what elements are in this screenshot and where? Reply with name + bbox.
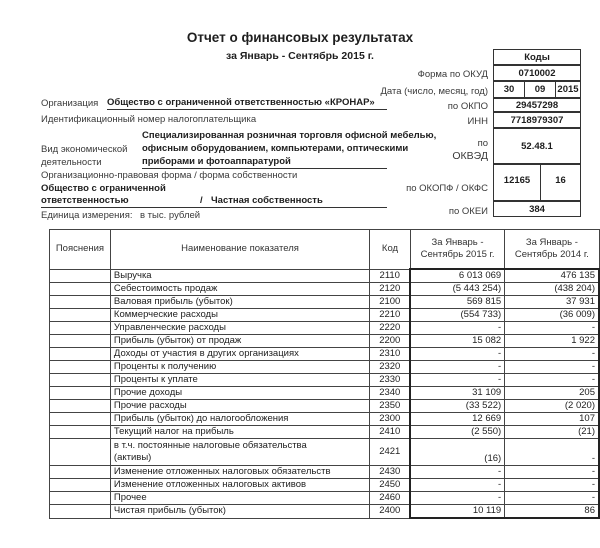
row-value-2015: -	[410, 322, 504, 335]
table-row	[50, 505, 600, 519]
row-indicator-name-line2: (активы)	[113, 452, 152, 463]
activity-line-1: Специализированная розничная торговля офисной мебелью,	[142, 130, 437, 141]
table-row	[50, 309, 600, 322]
table-row	[50, 479, 600, 492]
row-notes	[50, 439, 111, 466]
row-value-2014: 205	[505, 387, 599, 400]
col-header-2015	[410, 230, 504, 270]
inn-code-label: ИНН	[467, 116, 488, 127]
org-name: Общество с ограниченной ответственностью «КРОНАР»	[107, 97, 387, 110]
legal-form-underline	[41, 195, 387, 208]
table-row	[50, 439, 600, 466]
okei-label: по ОКЕИ	[448, 206, 488, 217]
row-indicator-name: Себестоимость продаж	[110, 283, 369, 296]
row-value-2014: -	[505, 348, 599, 361]
activity-label-2: деятельности	[41, 157, 102, 168]
date-label: Дата (число, месяц, год)	[380, 86, 488, 97]
inn-label: Идентификационный номер налогоплательщика	[41, 114, 257, 125]
col-header-2014-line2: Сентябрь 2014 г.	[514, 249, 589, 260]
row-indicator-name: Изменение отложенных налоговых обязательств	[110, 466, 369, 479]
row-indicator-name	[110, 439, 369, 466]
row-indicator-name: Прочие доходы	[110, 387, 369, 400]
row-value-2015: -	[410, 479, 504, 492]
row-value-2015: (554 733)	[410, 309, 504, 322]
row-code: 2200	[370, 335, 411, 348]
row-code: 2400	[370, 505, 411, 519]
row-value-2014: (36 009)	[505, 309, 599, 322]
activity-line-3: приборами и фотоаппаратурой	[142, 156, 387, 169]
row-value-2014: 37 931	[505, 296, 599, 309]
row-code: 2350	[370, 400, 411, 413]
row-indicator-name-line1: в т.ч. постоянные налоговые обязательства	[113, 440, 307, 451]
row-value-2014: -	[505, 374, 599, 387]
okpo-value: 29457298	[493, 98, 581, 112]
row-notes	[50, 479, 111, 492]
row-indicator-name: Валовая прибыль (убыток)	[110, 296, 369, 309]
row-notes	[50, 492, 111, 505]
row-value-2014: 1 922	[505, 335, 599, 348]
financial-results-table	[49, 229, 600, 519]
activity-line-2: офисным оборудованием, компьютерами, оптическими	[142, 143, 409, 154]
row-notes	[50, 309, 111, 322]
row-value-2015: (33 522)	[410, 400, 504, 413]
legal-form-line-1: Общество с ограниченной	[41, 183, 166, 194]
col-header-indicator: Наименование показателя	[110, 230, 369, 270]
row-notes	[50, 505, 111, 519]
date-month: 09	[524, 81, 556, 98]
row-code: 2410	[370, 426, 411, 439]
table-row	[50, 492, 600, 505]
okpo-label: по ОКПО	[447, 101, 488, 112]
table-row	[50, 466, 600, 479]
legal-form-line-2: ответственностью	[41, 195, 129, 206]
okved-value: 52.48.1	[493, 128, 581, 164]
row-indicator-name: Прочее	[110, 492, 369, 505]
row-value-2014: -	[505, 361, 599, 374]
okfs-value: 16	[540, 164, 581, 201]
row-notes	[50, 466, 111, 479]
row-code: 2110	[370, 269, 411, 283]
inn-value: 7718979307	[493, 112, 581, 128]
okved-label-1: по	[477, 138, 488, 149]
row-code: 2421	[370, 439, 411, 466]
row-code: 2460	[370, 492, 411, 505]
col-header-2014-line1: За Январь -	[525, 237, 578, 248]
table-row	[50, 361, 600, 374]
row-notes	[50, 387, 111, 400]
row-value-2014: 107	[505, 413, 599, 426]
table-row	[50, 283, 600, 296]
row-indicator-name: Прибыль (убыток) от продаж	[110, 335, 369, 348]
row-notes	[50, 296, 111, 309]
okud-value: 0710002	[493, 65, 581, 81]
table-row	[50, 400, 600, 413]
row-code: 2300	[370, 413, 411, 426]
row-notes	[50, 348, 111, 361]
row-value-2015: (5 443 254)	[410, 283, 504, 296]
row-value-2015: 12 669	[410, 413, 504, 426]
table-header-row	[50, 230, 600, 270]
col-header-code: Код	[370, 230, 411, 270]
col-header-2014	[505, 230, 599, 270]
table-row	[50, 387, 600, 400]
row-value-2015: (16)	[410, 439, 504, 466]
date-year: 2015	[555, 81, 581, 98]
ownership-form: Частная собственность	[211, 195, 323, 206]
row-indicator-name: Выручка	[110, 269, 369, 283]
row-value-2015: 31 109	[410, 387, 504, 400]
table-row	[50, 426, 600, 439]
row-code: 2120	[370, 283, 411, 296]
row-notes	[50, 413, 111, 426]
row-value-2015: 10 119	[410, 505, 504, 519]
row-value-2014: -	[505, 322, 599, 335]
row-value-2014: -	[505, 492, 599, 505]
activity-label-1: Вид экономической	[41, 144, 128, 155]
row-indicator-name: Чистая прибыль (убыток)	[110, 505, 369, 519]
legal-form-label: Организационно-правовая форма / форма собственности	[41, 170, 298, 181]
row-notes	[50, 400, 111, 413]
row-value-2014: 86	[505, 505, 599, 519]
row-code: 2210	[370, 309, 411, 322]
okopf-label: по ОКОПФ / ОКФС	[406, 183, 488, 194]
col-header-2015-line1: За Январь -	[431, 237, 484, 248]
row-indicator-name: Изменение отложенных налоговых активов	[110, 479, 369, 492]
row-code: 2320	[370, 361, 411, 374]
row-indicator-name: Проценты к получению	[110, 361, 369, 374]
row-indicator-name: Коммерческие расходы	[110, 309, 369, 322]
okved-label-2: ОКВЭД	[452, 150, 488, 162]
row-value-2014: -	[505, 466, 599, 479]
row-notes	[50, 269, 111, 283]
row-value-2015: 6 013 069	[410, 269, 504, 283]
row-value-2014: -	[505, 439, 599, 466]
codes-header: Коды	[493, 49, 581, 65]
table-row	[50, 413, 600, 426]
table-row	[50, 296, 600, 309]
row-notes	[50, 426, 111, 439]
row-value-2015: -	[410, 492, 504, 505]
report-period: за Январь - Сентябрь 2015 г.	[226, 50, 374, 62]
row-value-2014: -	[505, 479, 599, 492]
row-notes	[50, 283, 111, 296]
row-indicator-name: Доходы от участия в других организациях	[110, 348, 369, 361]
okei-value: 384	[493, 201, 581, 217]
row-value-2015: (2 550)	[410, 426, 504, 439]
row-code: 2100	[370, 296, 411, 309]
row-value-2014: (21)	[505, 426, 599, 439]
row-code: 2450	[370, 479, 411, 492]
col-header-notes: Пояснения	[50, 230, 111, 270]
row-code: 2220	[370, 322, 411, 335]
row-notes	[50, 361, 111, 374]
report-title: Отчет о финансовых результатах	[186, 30, 414, 45]
row-indicator-name: Прибыль (убыток) до налогообложения	[110, 413, 369, 426]
org-label: Организация	[41, 98, 99, 109]
table-row	[50, 322, 600, 335]
row-indicator-name: Проценты к уплате	[110, 374, 369, 387]
row-value-2014: 476 135	[505, 269, 599, 283]
row-value-2015: -	[410, 361, 504, 374]
okopf-value: 12165	[493, 164, 541, 201]
row-value-2014: (438 204)	[505, 283, 599, 296]
table-row	[50, 348, 600, 361]
row-value-2015: 15 082	[410, 335, 504, 348]
row-value-2015: -	[410, 466, 504, 479]
row-value-2015: -	[410, 348, 504, 361]
col-header-2015-line2: Сентябрь 2015 г.	[420, 249, 495, 260]
date-day: 30	[493, 81, 525, 98]
table-row	[50, 374, 600, 387]
row-code: 2430	[370, 466, 411, 479]
row-notes	[50, 374, 111, 387]
okud-label: Форма по ОКУД	[417, 69, 488, 80]
row-notes	[50, 335, 111, 348]
row-code: 2330	[370, 374, 411, 387]
row-indicator-name: Управленческие расходы	[110, 322, 369, 335]
unit-value: в тыс. рублей	[140, 210, 201, 221]
row-notes	[50, 322, 111, 335]
unit-label: Единица измерения:	[41, 210, 133, 221]
row-indicator-name: Прочие расходы	[110, 400, 369, 413]
row-code: 2310	[370, 348, 411, 361]
row-value-2015: -	[410, 374, 504, 387]
table-row	[50, 335, 600, 348]
row-indicator-name: Текущий налог на прибыль	[110, 426, 369, 439]
row-code: 2340	[370, 387, 411, 400]
legal-form-separator: /	[200, 195, 203, 206]
table-row	[50, 269, 600, 283]
row-value-2015: 569 815	[410, 296, 504, 309]
row-value-2014: (2 020)	[505, 400, 599, 413]
